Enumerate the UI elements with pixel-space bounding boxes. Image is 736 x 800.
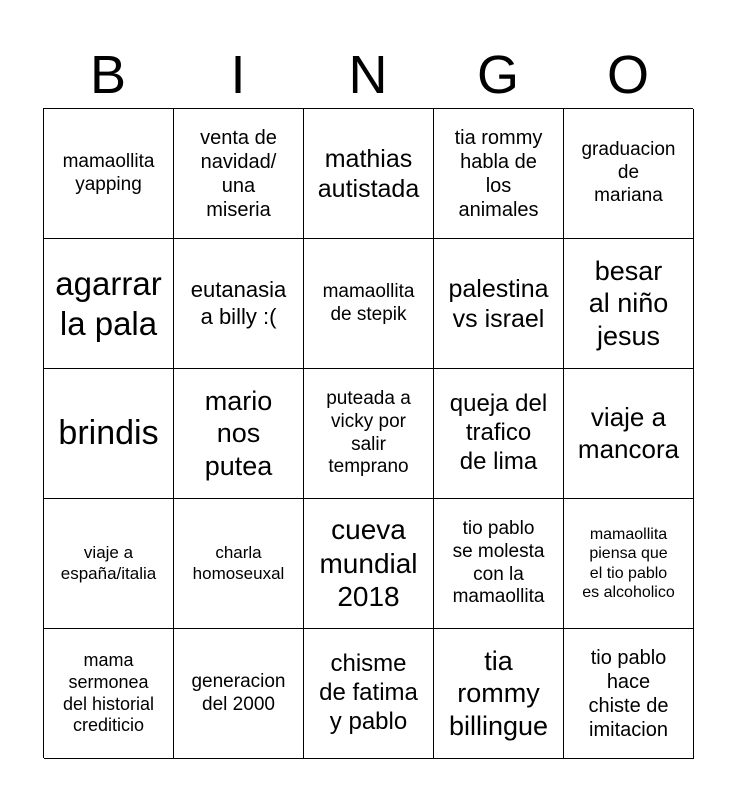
bingo-cell[interactable]: mama sermonea del historial crediticio <box>44 629 174 759</box>
bingo-cell[interactable]: viaje a mancora <box>564 369 694 499</box>
bingo-cell[interactable]: besar al niño jesus <box>564 239 694 369</box>
bingo-cell[interactable]: queja del trafico de lima <box>434 369 564 499</box>
bingo-cell[interactable]: tia rommy habla de los animales <box>434 109 564 239</box>
bingo-cell[interactable]: mamaollita de stepik <box>304 239 434 369</box>
bingo-cell[interactable]: brindis <box>44 369 174 499</box>
header-letter-n: N <box>348 45 388 105</box>
header-letter-b: B <box>89 45 127 105</box>
bingo-header <box>43 42 693 108</box>
bingo-grid <box>43 108 693 758</box>
header-letter-o: O <box>606 45 649 105</box>
bingo-cell[interactable]: charla homoseuxal <box>174 499 304 629</box>
bingo-cell[interactable]: eutanasia a billy :( <box>174 239 304 369</box>
bingo-cell[interactable]: mamaollita piensa que el tio pablo es alcoholico <box>564 499 694 629</box>
bingo-cell[interactable]: palestina vs israel <box>434 239 564 369</box>
bingo-cell[interactable]: mario nos putea <box>174 369 304 499</box>
bingo-cell[interactable]: mathias autistada <box>304 109 434 239</box>
bingo-cell[interactable]: graduacion de mariana <box>564 109 694 239</box>
bingo-cell[interactable]: mamaollita yapping <box>44 109 174 239</box>
bingo-cell[interactable]: generacion del 2000 <box>174 629 304 759</box>
bingo-cell[interactable]: venta de navidad/ una miseria <box>174 109 304 239</box>
bingo-cell[interactable]: viaje a españa/italia <box>44 499 174 629</box>
bingo-cell[interactable]: puteada a vicky por salir temprano <box>304 369 434 499</box>
header-letter-i: I <box>230 45 246 105</box>
bingo-cell[interactable]: chisme de fatima y pablo <box>304 629 434 759</box>
bingo-cell[interactable]: tio pablo se molesta con la mamaollita <box>434 499 564 629</box>
bingo-cell[interactable]: agarrar la pala <box>44 239 174 369</box>
bingo-cell[interactable]: tio pablo hace chiste de imitacion <box>564 629 694 759</box>
header-letter-g: G <box>476 45 519 105</box>
bingo-cell[interactable]: tia rommy billingue <box>434 629 564 759</box>
bingo-cell[interactable]: cueva mundial 2018 <box>304 499 434 629</box>
